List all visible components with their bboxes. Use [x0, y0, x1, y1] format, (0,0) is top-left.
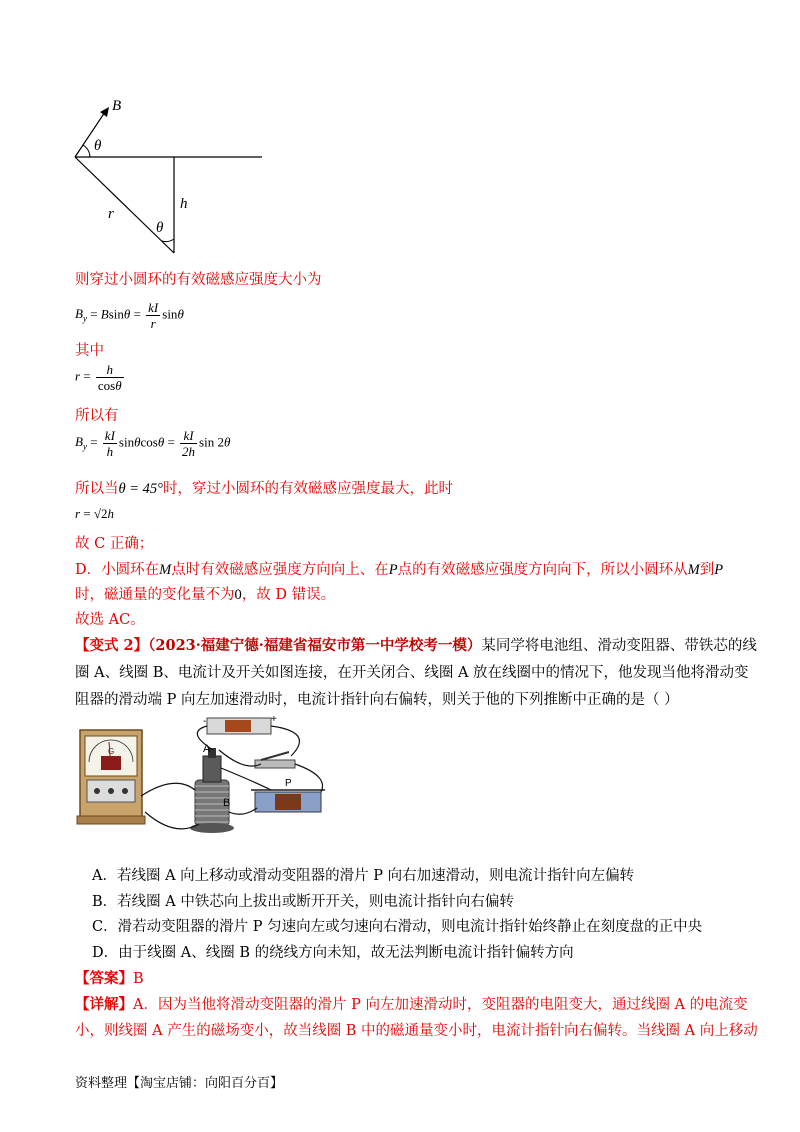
question-stem-line-1	[75, 634, 757, 655]
stem-1: 某同学将电池组、滑动变阻器、带铁芯的线	[481, 638, 757, 654]
line4-prefix: 所以当	[75, 481, 119, 497]
question-source: （2023·福建宁德·福建省福安市第一中学校考一模）	[148, 637, 482, 654]
detail-line-2: 小，则线圈 A 产生的磁场变小，故当线圈 B 中的磁通量变小时，电流计指针向右偏转。当线圈 A 向上移动	[75, 1023, 758, 1039]
solution-line-4	[75, 477, 453, 498]
label-b: B	[112, 98, 122, 114]
line6-b: 点时有效磁感应强度方向向上、在	[171, 562, 389, 578]
detail-line-1	[75, 993, 748, 1014]
line6-p: P	[388, 562, 398, 578]
coil-b-label: B	[223, 797, 231, 809]
coil-a-label: A	[203, 743, 211, 755]
line6-a: D．小圆环在	[75, 562, 160, 578]
label-r: r	[108, 206, 114, 222]
line4-suffix: 时，穿过小圆环的有效磁感应强度最大，此时	[162, 481, 453, 497]
solution-line-6	[75, 558, 723, 579]
variant-tag: 【变式 2】	[75, 637, 149, 654]
rheostat-p-label: P	[285, 778, 292, 789]
solution-line-2: 其中	[75, 343, 104, 359]
line4-math: θ = 45°	[118, 481, 163, 497]
label-h: h	[180, 196, 188, 212]
question-stem-line-3: 阻器的滑动端 P 向左加速滑动时，电流计指针向右偏转，则关于他的下列推断中正确的是（ ）	[75, 692, 679, 708]
detail-tag: 【详解】	[75, 996, 133, 1013]
galvanometer-label: G	[108, 747, 115, 756]
page-footer: 资料整理【淘宝店铺：向阳百分百】	[75, 1076, 284, 1091]
formula-4: r = √2h	[75, 506, 115, 521]
solution-line-1: 则穿过小圆环的有效磁感应强度大小为	[75, 272, 322, 288]
label-theta-top: θ	[94, 138, 102, 154]
answer-line	[75, 967, 144, 988]
line6-p2: P	[714, 562, 724, 578]
formula-1: $B_y = Bsin\theta$ = $\frac{kI}{r}$ sinθ	[75, 300, 184, 331]
line6-c: 点的有效磁感应强度方向向下，所以小圆环从	[397, 562, 688, 578]
solution-line-3: 所以有	[75, 408, 119, 424]
line7-a: 时，磁通量的变化量不为	[75, 587, 235, 603]
apparatus-figure	[75, 712, 335, 840]
formula-2: r = $\frac{h}{\cos\theta}$	[75, 362, 122, 393]
line7-b: ，故 D 错误。	[241, 587, 336, 603]
choice-a: A．若线圈 A 向上移动或滑动变阻器的滑片 P 向右加速滑动，则电流计指针向左偏转	[92, 868, 635, 884]
solution-line-7	[75, 583, 335, 604]
choice-c: C．滑若动变阻器的滑片 P 匀速向左或匀速向右滑动，则电流计指针始终静止在刻度盘的正中央	[92, 919, 703, 935]
answer-value: B	[133, 971, 144, 987]
solution-line-8: 故选 AC。	[75, 612, 145, 628]
question-stem-line-2: 圈 A、线圈 B、电流计及开关如图连接，在开关闭合、线圈 A 放在线圈中的情况下，他发现当他将滑动变	[75, 665, 749, 681]
line6-m: M	[159, 562, 172, 578]
line7-zero: 0	[234, 587, 242, 603]
detail-1: A．因为当他将滑动变阻器的滑片 P 向左加速滑动时，变阻器的电阻变大，通过线圈 A 的电流变	[133, 997, 748, 1013]
answer-tag: 【答案】	[75, 970, 133, 987]
choice-b: B．若线圈 A 中铁芯向上拔出或断开开关，则电流计指针向右偏转	[92, 894, 514, 910]
formula-3: $B_y$ = $\frac{kI}{h}$ sinθcosθ = $\frac{kI}{2h}$ sin 2θ	[75, 428, 231, 459]
label-theta-bottom: θ	[156, 220, 164, 236]
solution-line-5: 故 C 正确；	[75, 536, 154, 552]
choice-d: D．由于线圈 A、线圈 B 的绕线方向未知，故无法判断电流计指针偏转方向	[92, 945, 574, 961]
line6-m2: M	[687, 562, 700, 578]
geometry-diagram	[70, 90, 270, 260]
battery-minus: -	[203, 716, 207, 727]
battery-plus: +	[271, 714, 277, 725]
line6-d: 到	[699, 562, 715, 578]
